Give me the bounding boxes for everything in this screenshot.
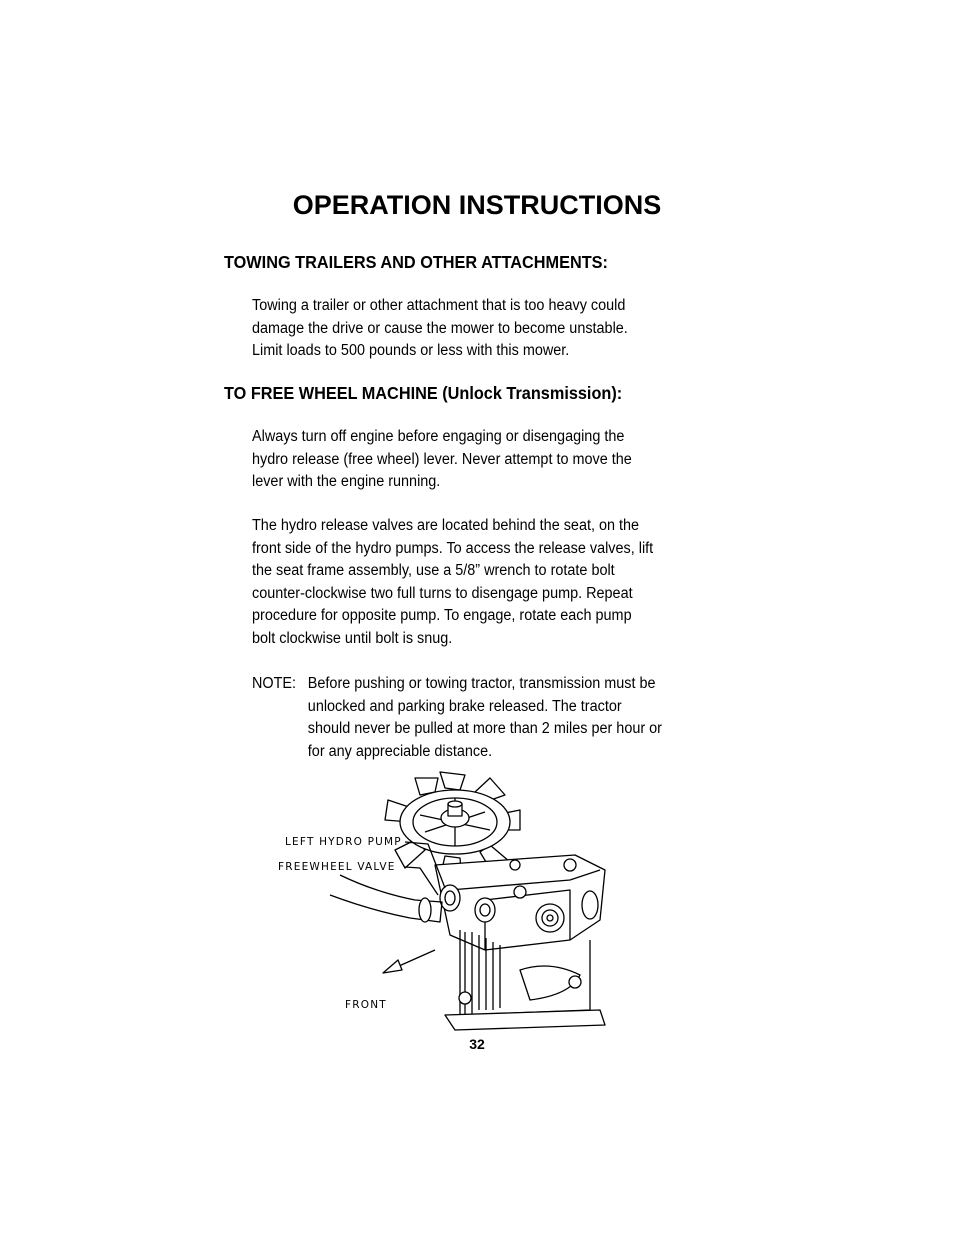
text-line: Towing a trailer or other attachment that is too heavy could bbox=[252, 297, 626, 314]
text-line: Always turn off engine before engaging or disengaging the bbox=[252, 428, 625, 445]
page-number: 32 bbox=[469, 1036, 485, 1052]
note-label: NOTE: bbox=[252, 675, 297, 692]
text-line: unlocked and parking brake released. The tractor bbox=[307, 697, 622, 715]
callout-freewheel-valve: FREEWHEEL VALVE bbox=[278, 861, 396, 873]
text-line: the seat frame assembly, use a 5/8” wrench to rotate bolt bbox=[252, 562, 615, 580]
callout-front: FRONT bbox=[345, 999, 387, 1011]
text-line: Limit loads to 500 pounds or less with this mower. bbox=[252, 342, 570, 360]
text-line: The hydro release valves are located behind the seat, on the bbox=[252, 517, 640, 534]
text-line: for any appreciable distance. bbox=[307, 742, 493, 760]
hydro-pump-illustration bbox=[270, 770, 630, 1035]
text-line: damage the drive or cause the mower to become unstable. bbox=[252, 319, 628, 337]
hydro-pump-drawing bbox=[270, 770, 630, 1035]
text-line: hydro release (free wheel) lever. Never attempt to move the bbox=[252, 450, 632, 468]
text-line: counter-clockwise two full turns to disengage pump. Repeat bbox=[252, 584, 633, 602]
callout-left-hydro-pump: LEFT HYDRO PUMP bbox=[285, 836, 402, 848]
leader-line-valve bbox=[405, 867, 438, 895]
page-title: OPERATION INSTRUCTIONS bbox=[292, 190, 662, 220]
freewheel-paragraph-1 bbox=[252, 426, 680, 494]
section-heading-freewheel: TO FREE WHEEL MACHINE (Unlock Transmission): bbox=[224, 383, 623, 403]
front-arrow-icon bbox=[383, 950, 435, 973]
text-line: Before pushing or towing tractor, transmission must be bbox=[307, 675, 656, 692]
text-line: procedure for opposite pump. To engage, rotate each pump bbox=[252, 607, 632, 625]
note-body bbox=[308, 673, 708, 763]
text-line: bolt clockwise until bolt is snug. bbox=[252, 629, 453, 647]
towing-paragraph bbox=[252, 295, 680, 363]
text-line: should never be pulled at more than 2 miles per hour or bbox=[307, 720, 662, 738]
section-heading-towing: TOWING TRAILERS AND OTHER ATTACHMENTS: bbox=[224, 252, 608, 272]
text-line: front side of the hydro pumps. To access the release valves, lift bbox=[252, 539, 654, 557]
text-line: lever with the engine running. bbox=[252, 473, 441, 491]
freewheel-paragraph-2 bbox=[252, 515, 680, 651]
